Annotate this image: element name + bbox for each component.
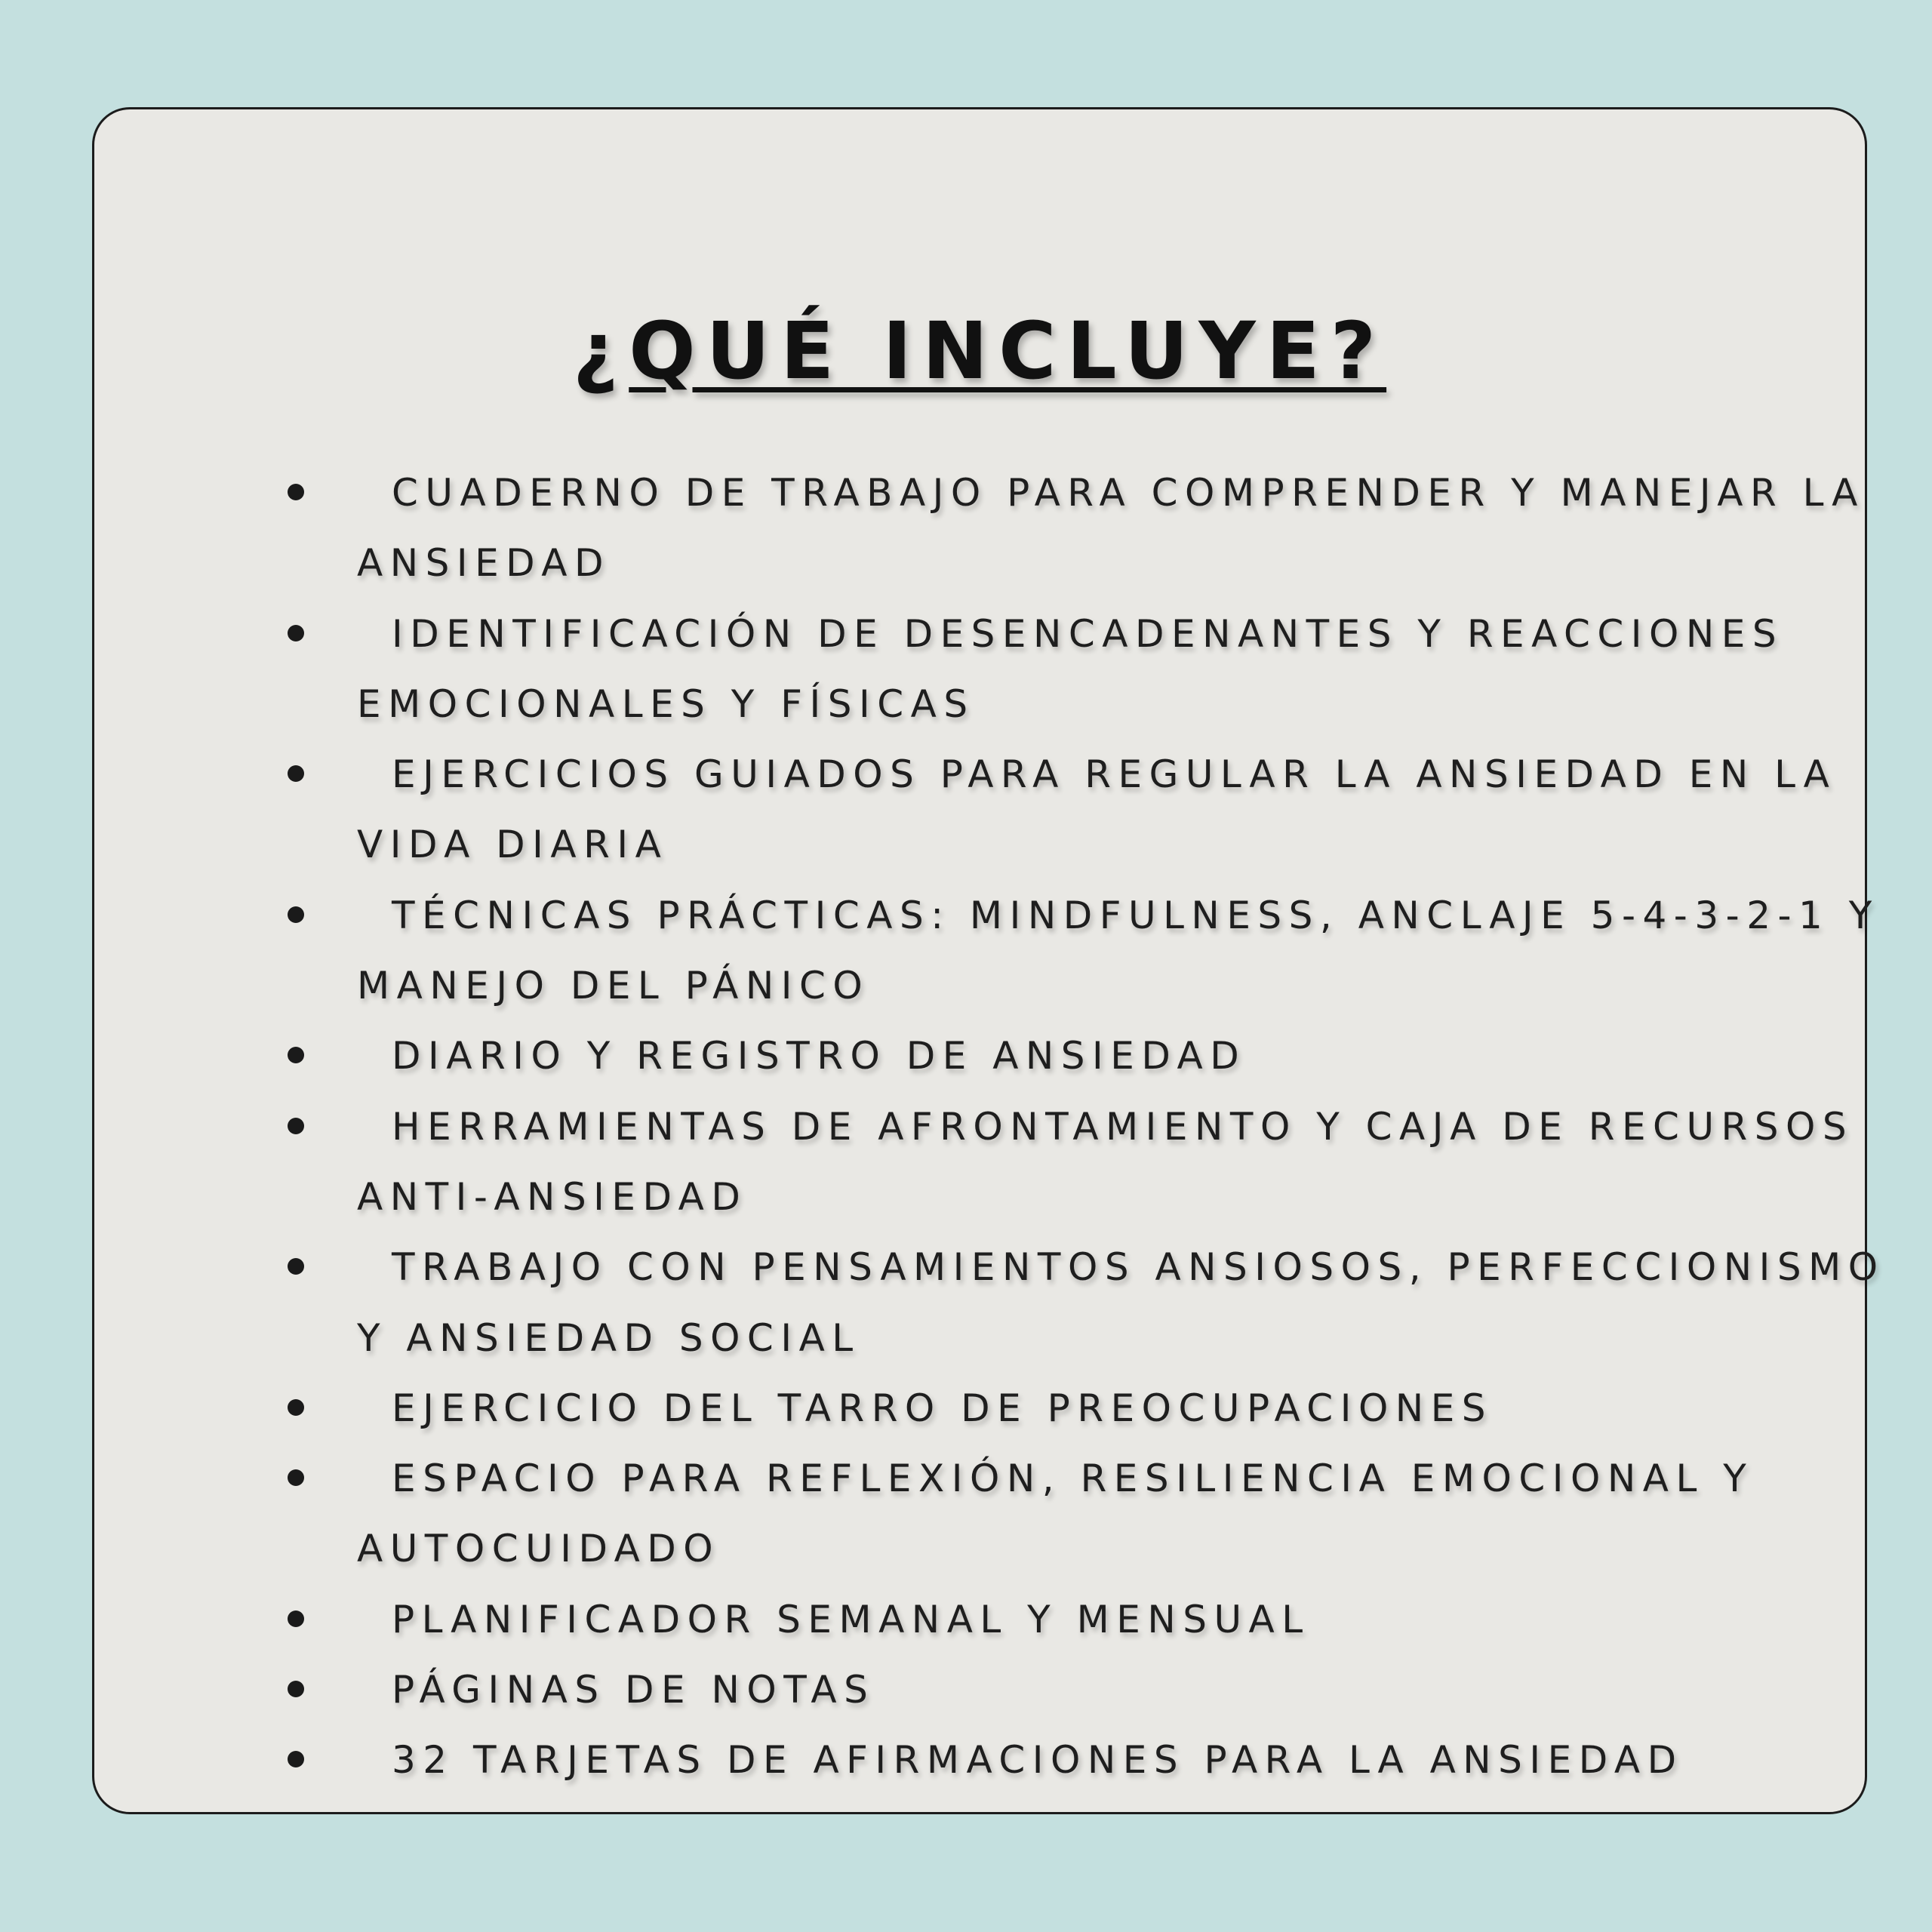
bullet-icon <box>288 625 304 641</box>
bullet-icon <box>288 1399 304 1416</box>
list-item <box>226 1725 1886 1795</box>
list-item <box>226 1374 1886 1444</box>
list-item <box>226 1585 1886 1655</box>
bullet-icon <box>288 1751 304 1767</box>
list-item <box>226 458 1886 599</box>
bullet-icon <box>288 1611 304 1627</box>
list-item-text: 32 TARJETAS DE AFIRMACIONES PARA LA ANSIEDAD <box>392 1738 1684 1783</box>
list-item-text: IDENTIFICACIÓN DE DESENCADENANTES Y REACCIONES EMOCIONALES Y FÍSICAS <box>357 611 1784 726</box>
list-item <box>226 740 1886 881</box>
list-item-text: PLANIFICADOR SEMANAL Y MENSUAL <box>392 1597 1310 1641</box>
title-text: QUÉ INCLUYE? <box>629 305 1387 397</box>
bullet-icon <box>288 1469 304 1486</box>
list-item-text: EJERCICIOS GUIADOS PARA REGULAR LA ANSIEDAD EN LA VIDA DIARIA <box>357 752 1837 867</box>
list-item-text: PÁGINAS DE NOTAS <box>392 1668 875 1712</box>
list-item-text: HERRAMIENTAS DE AFRONTAMIENTO Y CAJA DE RECURSOS ANTI-ANSIEDAD <box>357 1104 1854 1219</box>
features-list <box>226 458 1886 1796</box>
list-item <box>226 1444 1886 1585</box>
bullet-icon <box>288 765 304 782</box>
list-item-text: EJERCICIO DEL TARRO DE PREOCUPACIONES <box>392 1386 1494 1430</box>
list-item <box>226 1092 1886 1233</box>
list-item-text: TÉCNICAS PRÁCTICAS: MINDFULNESS, ANCLAJE 5-4-3-2-1 Y MANEJO DEL PÁNICO <box>357 893 1879 1008</box>
bullet-icon <box>288 1047 304 1063</box>
bullet-icon <box>288 1118 304 1134</box>
list-item-text: ESPACIO PARA REFLEXIÓN, RESILIENCIA EMOCIONAL Y AUTOCUIDADO <box>357 1457 1754 1571</box>
bullet-icon <box>288 1258 304 1275</box>
bullet-icon <box>288 906 304 923</box>
bullet-icon <box>288 1681 304 1697</box>
list-item-text: TRABAJO CON PENSAMIENTOS ANSIOSOS, PERFECCIONISMO Y ANSIEDAD SOCIAL <box>357 1245 1885 1360</box>
content-card <box>92 107 1885 1814</box>
bullet-icon <box>288 484 304 500</box>
list-item-text: DIARIO Y REGISTRO DE ANSIEDAD <box>392 1034 1247 1078</box>
page-title <box>94 302 1865 400</box>
list-item <box>226 1232 1886 1374</box>
title-inverted-question-mark: ¿ <box>572 305 629 397</box>
list-item-text: CUADERNO DE TRABAJO PARA COMPRENDER Y MANEJAR LA ANSIEDAD <box>357 471 1865 586</box>
list-item <box>226 1021 1886 1091</box>
list-item <box>226 599 1886 740</box>
list-item <box>226 881 1886 1022</box>
list-item <box>226 1655 1886 1725</box>
